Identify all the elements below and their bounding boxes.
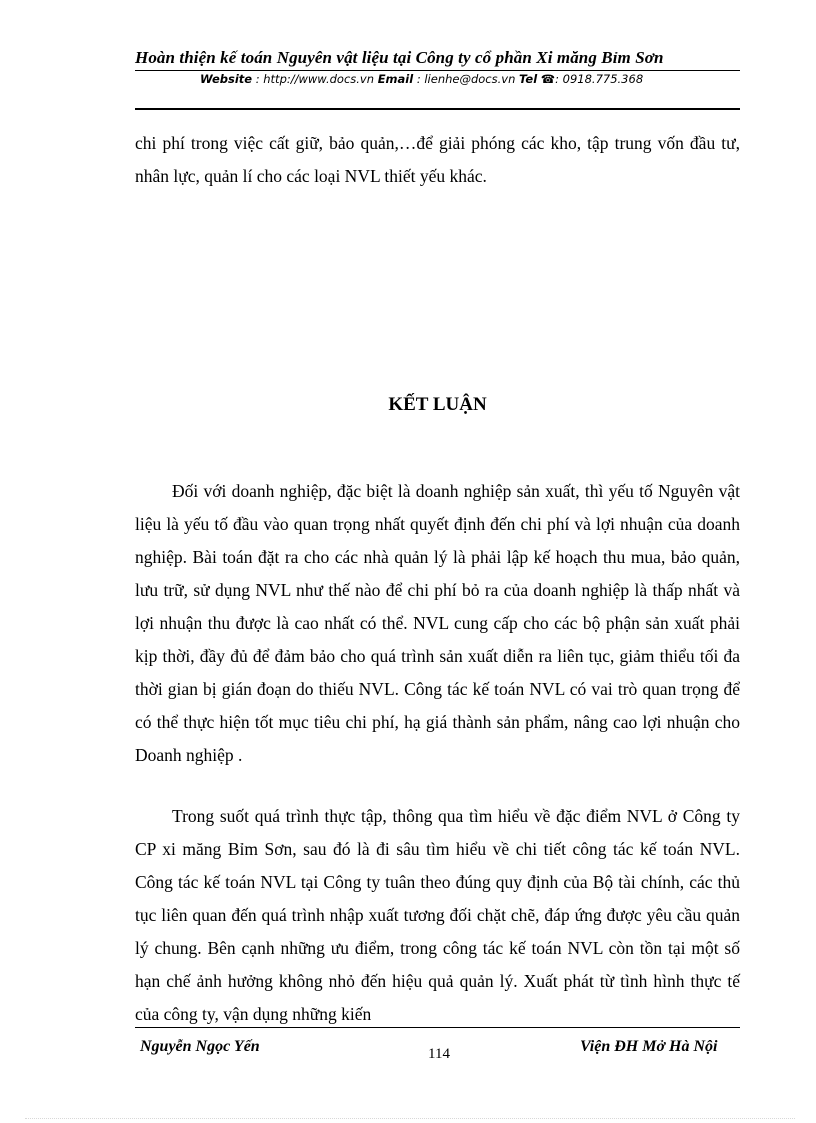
website-label: Website bbox=[200, 72, 253, 86]
conclusion-paragraph-1: Đối với doanh nghiệp, đặc biệt là doanh nghiệp sản xuất, thì yếu tố Nguyên vật liệu là yếu tố đầu vào quan trọng nhất quyết định đến chi phí và lợi nhuận của doanh nghiệp. Bài toán đặt ra cho các nhà quản lý là phải lập kế hoạch thu mua, bảo quản, lưu trữ, sử dụng NVL như thế nào để chi phí bỏ ra của doanh nghiệp là thấp nhất và lợi nhuận thu được là cao nhất có thể. NVL cung cấp cho các bộ phận sản xuất phải kịp thời, đầy đủ để đảm bảo cho quá trình sản xuất diễn ra liên tục, giảm thiểu tối đa thời gian bị gián đoạn do thiếu NVL. Công tác kế toán NVL có vai trò quan trọng để có thể thực hiện tốt mục tiêu chi phí, hạ giá thành sản phẩm, nâng cao lợi nhuận cho Doanh nghiệp . bbox=[135, 481, 740, 765]
header-contact-line bbox=[200, 72, 643, 86]
tel-label: Tel bbox=[519, 72, 538, 86]
header-divider bbox=[135, 70, 740, 71]
section-heading: KẾT LUẬN bbox=[388, 394, 487, 415]
email-value: : lienhe@docs.vn bbox=[413, 72, 520, 86]
footer-institution: Viện ĐH Mở Hà Nội bbox=[580, 1038, 718, 1055]
conclusion-paragraph-2: Trong suốt quá trình thực tập, thông qua tìm hiểu về đặc điểm NVL ở Công ty CP xi măng Bỉm Sơn, sau đó là đi sâu tìm hiểu về chi tiết công tác kế toán NVL. Công tác kế toán NVL tại Công ty tuân theo đúng quy định của Bộ tài chính, các thủ tục liên quan đến quá trình nhập xuất tương đối chặt chẽ, đáp ứng được yêu cầu quản lý chung. Bên cạnh những ưu điểm, trong công tác kế toán NVL còn tồn tại một số hạn chế ảnh hưởng không nhỏ đến hiệu quả quản lý. Xuất phát từ tình hình thực tế của công ty, vận dụng những kiến bbox=[135, 806, 740, 1024]
footer-divider bbox=[135, 1027, 740, 1028]
website-value: : http://www.docs.vn bbox=[252, 72, 378, 86]
email-label: Email bbox=[377, 72, 414, 86]
header-thick-divider bbox=[135, 108, 740, 110]
footer-author: Nguyễn Ngọc Yến bbox=[140, 1038, 260, 1055]
page-number: 114 bbox=[428, 1046, 450, 1062]
tel-value: : 0918.775.368 bbox=[555, 72, 644, 86]
running-header-title: Hoàn thiện kế toán Nguyên vật liệu tại Công ty cổ phần Xi măng Bỉm Sơn bbox=[135, 48, 664, 67]
page-bottom-dotted-line bbox=[25, 1118, 795, 1119]
phone-icon: ☎ bbox=[540, 72, 556, 86]
continued-paragraph: chi phí trong việc cất giữ, bảo quản,…để giải phóng các kho, tập trung vốn đầu tư, nhân lực, quản lí cho các loại NVL thiết yếu khác. bbox=[135, 133, 740, 186]
